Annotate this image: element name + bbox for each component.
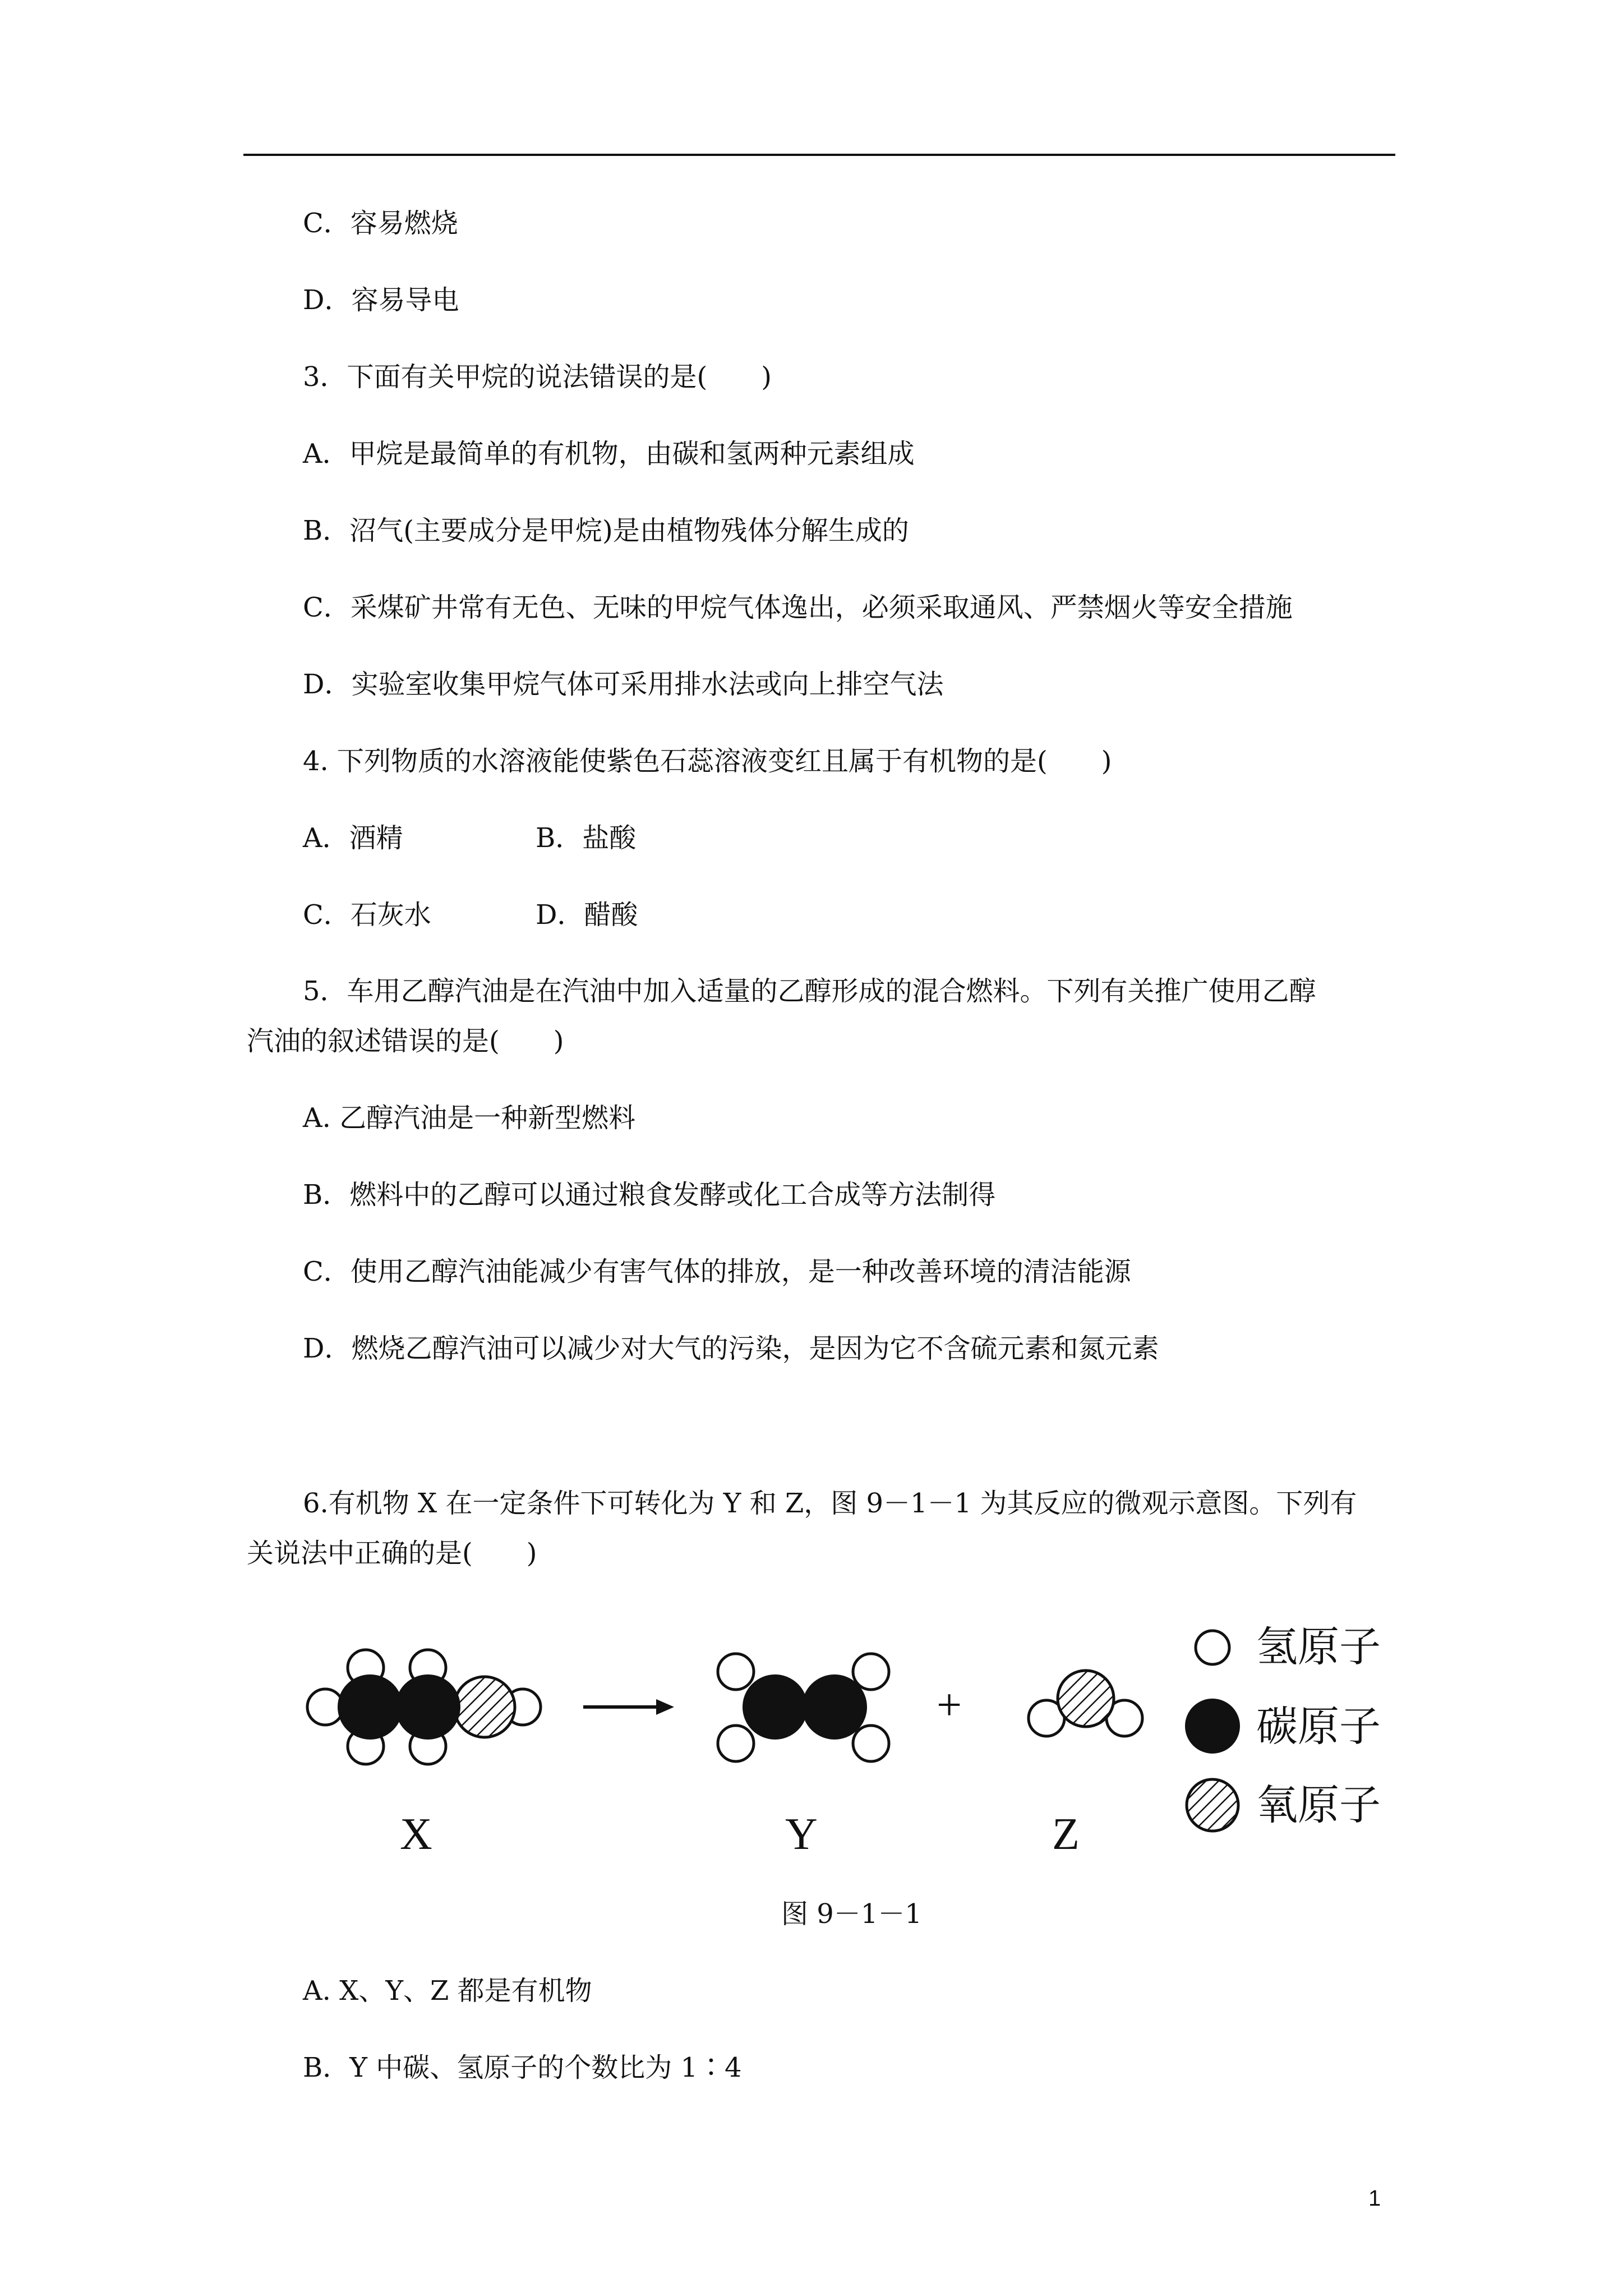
legend-hydrogen-symbol — [1196, 1631, 1229, 1664]
q3-stem: 3．下面有关甲烷的说法错误的是( ) — [303, 361, 772, 393]
legend-carbon-symbol — [1186, 1700, 1239, 1752]
x-carbon-atom — [396, 1676, 459, 1738]
q3-option-d: D．实验室收集甲烷气体可采用排水法或向上排空气法 — [303, 669, 944, 700]
reaction-arrow — [583, 1699, 674, 1715]
q3-option-b: B．沼气(主要成分是甲烷)是由植物残体分解生成的 — [303, 515, 909, 546]
q2-option-c: C．容易燃烧 — [303, 208, 458, 239]
x-carbon-atom — [339, 1676, 402, 1738]
q3-option-c: C．采煤矿井常有无色、无味的甲烷气体逸出，必须采取通风、严禁烟火等安全措施 — [303, 592, 1293, 623]
q5-option-c: C．使用乙醇汽油能减少有害气体的排放，是一种改善环境的清洁能源 — [303, 1256, 1131, 1287]
y-hydrogen-atom — [718, 1726, 754, 1761]
q5-stem-line-2: 汽油的叙述错误的是( ) — [247, 1025, 564, 1057]
label-y: Y — [785, 1810, 818, 1859]
legend-oxygen-label: 氧原子 — [1256, 1781, 1381, 1829]
q4-option-c: C．石灰水 — [303, 899, 431, 931]
q4-option-d: D．醋酸 — [536, 899, 638, 931]
q6-stem-line-1: 6.有机物 X 在一定条件下可转化为 Y 和 Z，图 9－1－1 为其反应的微观示意图。下列有 — [303, 1488, 1357, 1519]
q3-option-a: A．甲烷是最简单的有机物，由碳和氢两种元素组成 — [303, 438, 915, 470]
q6-option-a: A. X、Y、Z 都是有机物 — [303, 1975, 592, 2007]
q4-stem: 4. 下列物质的水溶液能使紫色石蕊溶液变红且属于有机物的是( ) — [303, 746, 1112, 777]
q4-option-b: B．盐酸 — [536, 822, 637, 854]
molecule-x — [307, 1650, 541, 1764]
q5-option-b: B．燃料中的乙醇可以通过粮食发酵或化工合成等方法制得 — [303, 1179, 996, 1211]
q5-option-a: A. 乙醇汽油是一种新型燃料 — [303, 1102, 636, 1134]
y-hydrogen-atom — [853, 1726, 889, 1761]
q6-stem-line-2: 关说法中正确的是( ) — [247, 1538, 537, 1569]
reaction-diagram-svg — [292, 1616, 1413, 1874]
y-hydrogen-atom — [853, 1654, 889, 1690]
q5-stem-line-1: 5．车用乙醇汽油是在汽油中加入适量的乙醇形成的混合燃料。下列有关推广使用乙醇 — [303, 976, 1316, 1007]
legend-oxygen-symbol — [1187, 1779, 1238, 1831]
molecule-y — [718, 1654, 889, 1761]
legend-symbols — [1186, 1631, 1239, 1831]
molecule-z — [1029, 1671, 1142, 1736]
q4-option-a: A．酒精 — [303, 822, 403, 854]
label-x: X — [400, 1810, 432, 1859]
y-carbon-atom — [744, 1676, 806, 1738]
plus-sign: + — [937, 1681, 962, 1730]
reaction-diagram — [292, 1616, 1413, 1874]
label-z: Z — [1052, 1810, 1080, 1859]
y-hydrogen-atom — [718, 1654, 754, 1690]
legend-hydrogen-label: 氢原子 — [1256, 1623, 1381, 1671]
figure-caption: 图 9－1－1 — [781, 1898, 922, 1930]
legend-carbon-label: 碳原子 — [1256, 1703, 1381, 1751]
q2-option-d: D．容易导电 — [303, 284, 459, 316]
header-rule — [243, 154, 1395, 156]
z-oxygen-atom — [1058, 1671, 1114, 1727]
page-number: 1 — [1368, 2186, 1381, 2211]
q5-option-d: D．燃烧乙醇汽油可以减少对大气的污染，是因为它不含硫元素和氮元素 — [303, 1333, 1159, 1364]
y-carbon-atom — [803, 1676, 866, 1738]
x-oxygen-atom — [454, 1677, 515, 1737]
q6-option-b: B．Y 中碳、氢原子的个数比为 1∶4 — [303, 2052, 742, 2083]
